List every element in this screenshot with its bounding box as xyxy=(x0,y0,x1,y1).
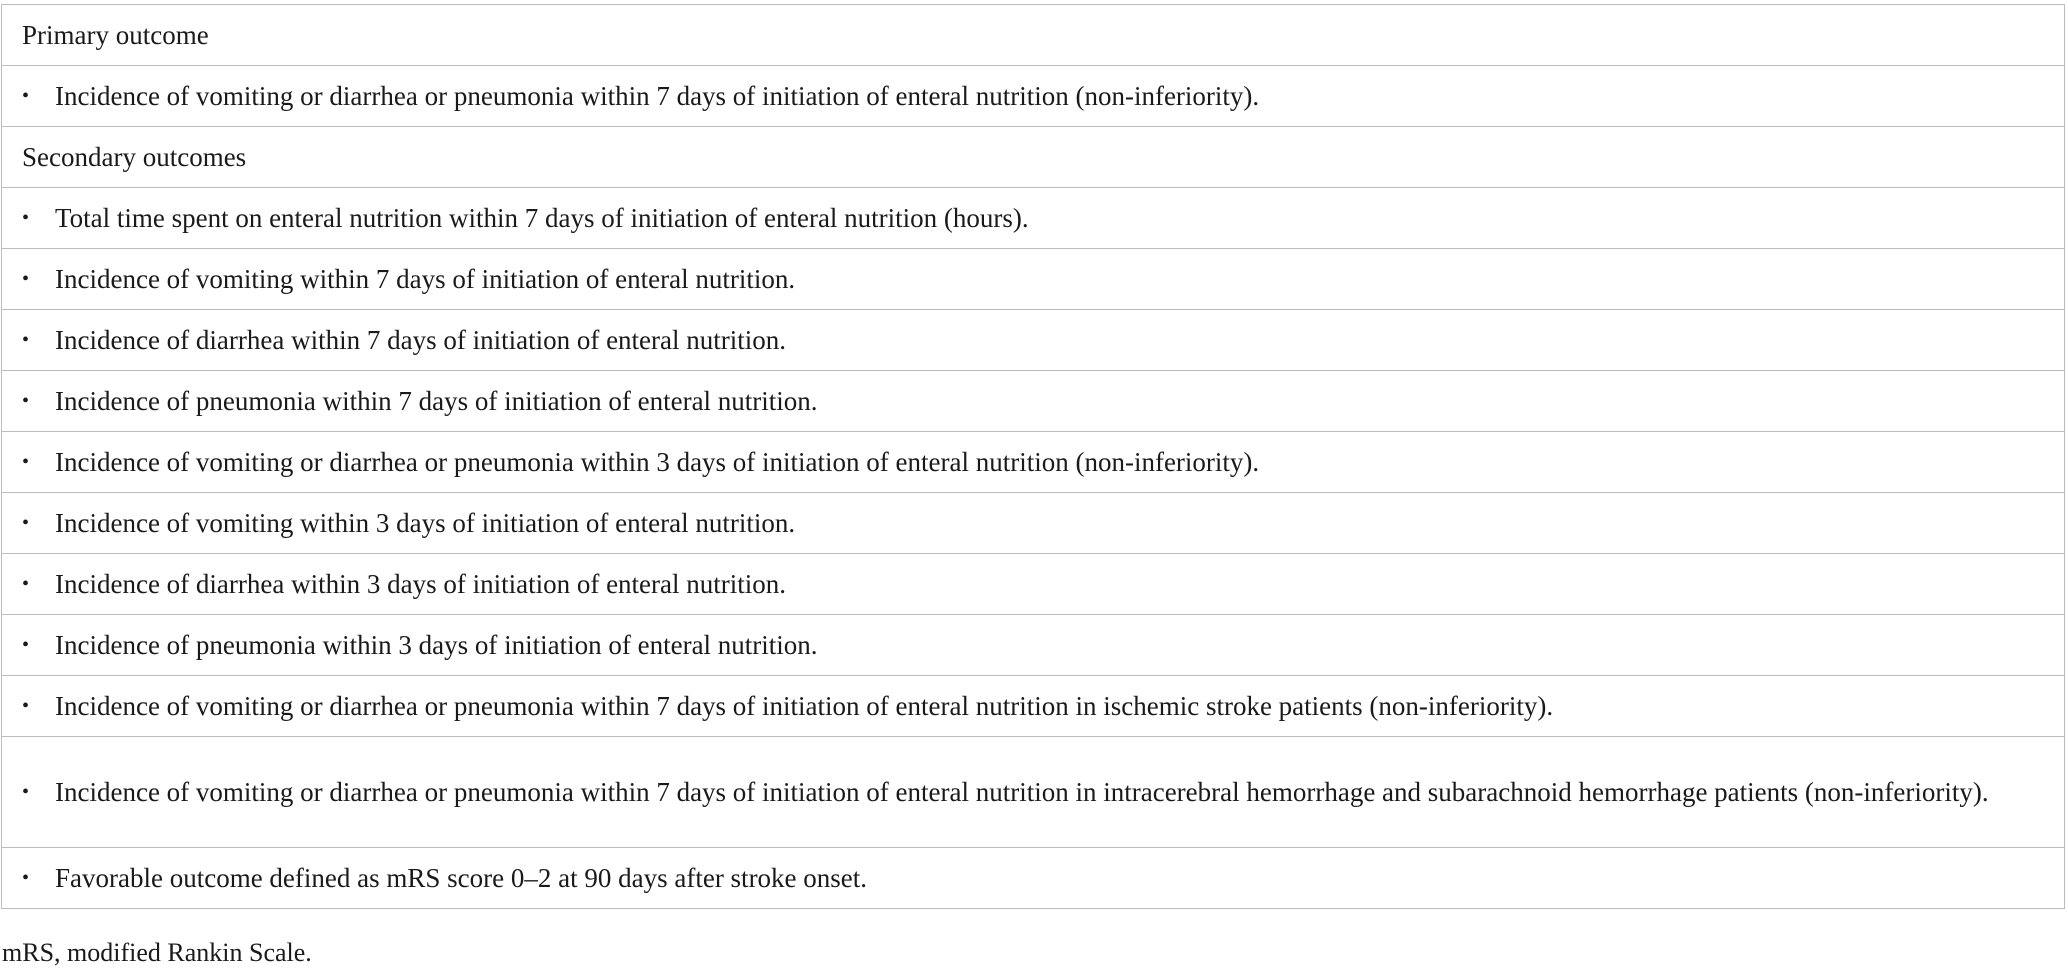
table-row xyxy=(2,371,2065,432)
table-row xyxy=(2,127,2065,188)
outcomes-table xyxy=(1,4,2065,909)
secondary-outcome-item: Favorable outcome defined as mRS score 0–2 at 90 days after stroke onset. xyxy=(55,863,868,893)
primary-outcome-item: Incidence of vomiting or diarrhea or pneumonia within 7 days of initiation of enteral nutrition (non-inferiority). xyxy=(55,81,1260,111)
bullet-icon: • xyxy=(22,634,30,656)
table-row xyxy=(2,554,2065,615)
list-item xyxy=(22,322,2044,358)
table-row xyxy=(2,737,2065,848)
bullet-icon: • xyxy=(22,695,30,717)
bullet-icon: • xyxy=(22,85,30,107)
bullet-icon: • xyxy=(22,268,30,290)
table-row xyxy=(2,615,2065,676)
list-item xyxy=(22,505,2044,541)
bullet-icon: • xyxy=(22,781,30,803)
bullet-icon: • xyxy=(22,573,30,595)
list-item xyxy=(22,627,2044,663)
table-footnote: mRS, modified Rankin Scale. xyxy=(2,938,312,967)
list-item xyxy=(22,78,2044,114)
secondary-outcome-item: Incidence of vomiting within 7 days of initiation of enteral nutrition. xyxy=(55,264,796,294)
primary-outcome-heading: Primary outcome xyxy=(2,5,2065,66)
secondary-outcome-item: Incidence of pneumonia within 3 days of initiation of enteral nutrition. xyxy=(55,630,818,660)
table-row xyxy=(2,310,2065,371)
bullet-icon: • xyxy=(22,867,30,889)
table-row xyxy=(2,5,2065,66)
secondary-outcomes-heading: Secondary outcomes xyxy=(2,127,2065,188)
list-item xyxy=(22,444,2044,480)
list-item xyxy=(22,688,2044,724)
table-row xyxy=(2,66,2065,127)
bullet-icon: • xyxy=(22,207,30,229)
table-row xyxy=(2,848,2065,909)
secondary-outcome-item: Incidence of pneumonia within 7 days of initiation of enteral nutrition. xyxy=(55,386,818,416)
secondary-outcome-item: Incidence of vomiting within 3 days of initiation of enteral nutrition. xyxy=(55,508,796,538)
list-item xyxy=(22,774,2044,810)
secondary-outcome-item: Incidence of diarrhea within 3 days of initiation of enteral nutrition. xyxy=(55,569,787,599)
bullet-icon: • xyxy=(22,512,30,534)
table-row xyxy=(2,676,2065,737)
secondary-outcome-item: Incidence of vomiting or diarrhea or pneumonia within 3 days of initiation of enteral nutrition (non-inferiority). xyxy=(55,447,1260,477)
secondary-outcome-item: Incidence of diarrhea within 7 days of initiation of enteral nutrition. xyxy=(55,325,787,355)
table-row xyxy=(2,249,2065,310)
secondary-outcome-item: Total time spent on enteral nutrition within 7 days of initiation of enteral nutrition (hours). xyxy=(55,203,1029,233)
bullet-icon: • xyxy=(22,390,30,412)
list-item xyxy=(22,383,2044,419)
bullet-icon: • xyxy=(22,451,30,473)
table-row xyxy=(2,432,2065,493)
table-row xyxy=(2,188,2065,249)
secondary-outcome-item: Incidence of vomiting or diarrhea or pneumonia within 7 days of initiation of enteral nutrition in ischemic stroke patients (non-inferiority). xyxy=(55,691,1554,721)
table-row xyxy=(2,493,2065,554)
list-item xyxy=(22,860,2044,896)
secondary-outcome-item: Incidence of vomiting or diarrhea or pneumonia within 7 days of initiation of enteral nutrition in intracerebral hemorrhage and subarachnoid hemorrhage patients (non-inferiority). xyxy=(55,777,1989,807)
bullet-icon: • xyxy=(22,329,30,351)
list-item xyxy=(22,261,2044,297)
list-item xyxy=(22,566,2044,602)
list-item xyxy=(22,200,2044,236)
